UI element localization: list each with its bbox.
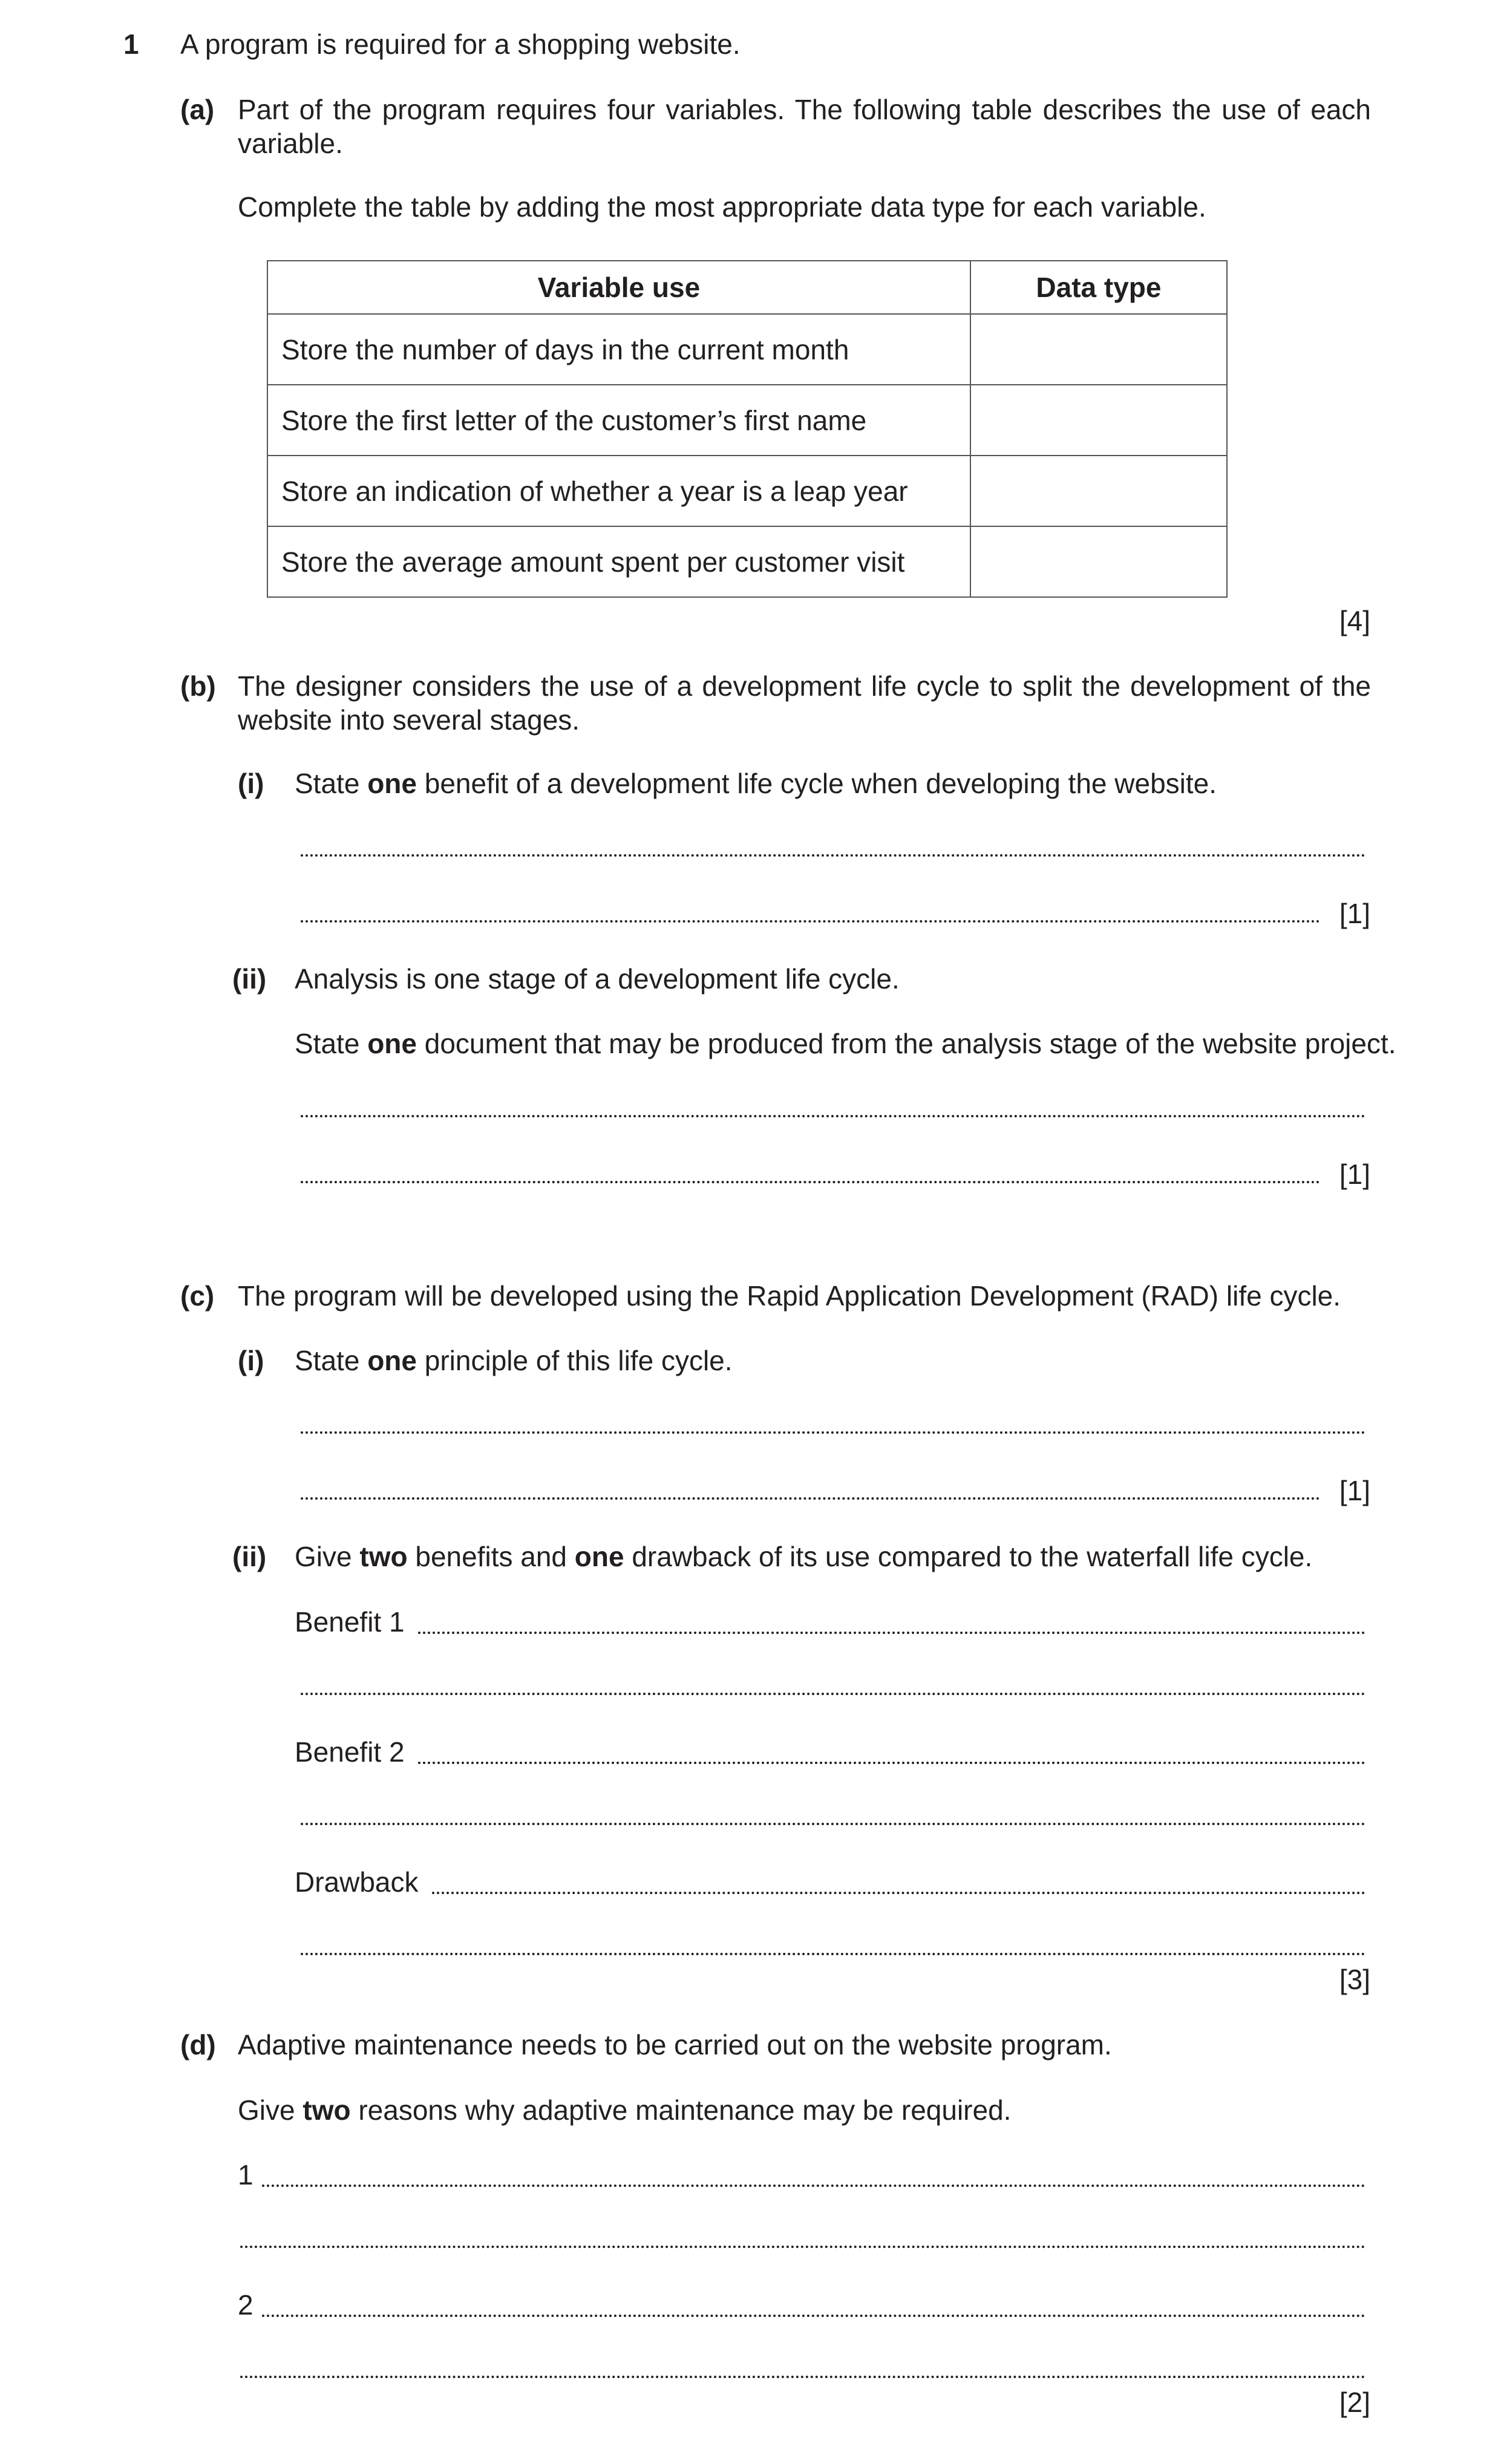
part-a-marks: [4] [1339,605,1370,636]
part-c-i-marks: [1] [1339,1475,1370,1506]
reason-2-row [238,2288,1365,2322]
variable-table [267,260,1228,598]
part-d-marks: [2] [1339,2387,1370,2418]
table-row [267,526,1227,597]
part-b-ii-marks: [1] [1339,1158,1370,1190]
benefit-1-label: Benefit 1 [295,1606,405,1638]
part-d-label: (d) [180,2029,216,2060]
part-b-ii-text: Analysis is one stage of a development life cycle. [295,963,900,995]
variable-use-cell: Store the average amount spent per customer visit [267,526,970,597]
answer-line[interactable] [301,1431,1365,1434]
drawback-answer-line[interactable] [432,1892,1365,1894]
part-b-i-question: State one benefit of a development life cycle when developing the website. [295,768,1217,799]
answer-line[interactable] [240,2246,1365,2248]
variable-use-cell: Store an indication of whether a year is a leap year [267,456,970,526]
answer-line[interactable] [301,854,1365,857]
header-data-type: Data type [970,261,1227,314]
reason-2-answer-line[interactable] [262,2315,1365,2317]
benefit-2-label: Benefit 2 [295,1736,405,1768]
answer-line[interactable] [301,1693,1365,1695]
question-intro: A program is required for a shopping website. [180,28,741,60]
part-c-label: (c) [180,1280,215,1312]
answer-line[interactable] [301,1115,1365,1117]
part-a-text: Part of the program requires four variables. The following table describes the use of each variable. [238,94,1371,159]
part-b-text: The designer considers the use of a development life cycle to split the development of the website into several stages. [238,670,1371,736]
variable-use-cell: Store the first letter of the customer’s first name [267,385,970,456]
part-a-instruction: Complete the table by adding the most appropriate data type for each variable. [238,191,1206,223]
part-d-text: Adaptive maintenance needs to be carried out on the website program. [238,2029,1112,2060]
reason-2-label: 2 [238,2289,253,2321]
benefit-1-answer-line[interactable] [418,1632,1365,1634]
part-b-i-label: (i) [238,768,264,799]
answer-line[interactable] [301,1823,1365,1825]
answer-line[interactable] [301,1181,1320,1183]
part-c-ii-label: (ii) [232,1541,267,1572]
drawback-row [295,1865,1365,1899]
table-row [267,385,1227,456]
answer-line[interactable] [240,2376,1365,2378]
reason-1-label: 1 [238,2159,253,2191]
benefit-2-answer-line[interactable] [418,1762,1365,1764]
benefit-2-row [295,1735,1365,1769]
data-type-answer-cell[interactable] [970,314,1227,385]
part-b-label: (b) [180,670,216,702]
data-type-answer-cell[interactable] [970,385,1227,456]
header-variable-use: Variable use [267,261,970,314]
table-row [267,456,1227,526]
part-c-ii-question: Give two benefits and one drawback of its use compared to the waterfall life cycle. [295,1541,1313,1572]
part-b-ii-question: State one document that may be produced from the analysis stage of the website project. [295,1028,1396,1059]
drawback-label: Drawback [295,1866,419,1898]
benefit-1-row [295,1605,1365,1639]
answer-line[interactable] [301,1497,1320,1500]
part-b-ii-label: (ii) [232,963,267,995]
data-type-answer-cell[interactable] [970,456,1227,526]
data-type-answer-cell[interactable] [970,526,1227,597]
part-c-i-label: (i) [238,1345,264,1376]
reason-1-row [238,2158,1365,2192]
table-header-row [267,261,1227,314]
part-a-label: (a) [180,94,215,125]
answer-line[interactable] [301,1953,1365,1955]
part-c-text: The program will be developed using the Rapid Application Development (RAD) life cycle. [238,1280,1341,1312]
part-c-ii-marks: [3] [1339,1964,1370,1995]
part-b-i-marks: [1] [1339,898,1370,929]
part-c-i-question: State one principle of this life cycle. [295,1345,733,1376]
part-d-question: Give two reasons why adaptive maintenance may be required. [238,2094,1012,2126]
question-number: 1 [123,28,139,60]
answer-line[interactable] [301,920,1320,923]
reason-1-answer-line[interactable] [262,2185,1365,2187]
variable-use-cell: Store the number of days in the current month [267,314,970,385]
table-row [267,314,1227,385]
